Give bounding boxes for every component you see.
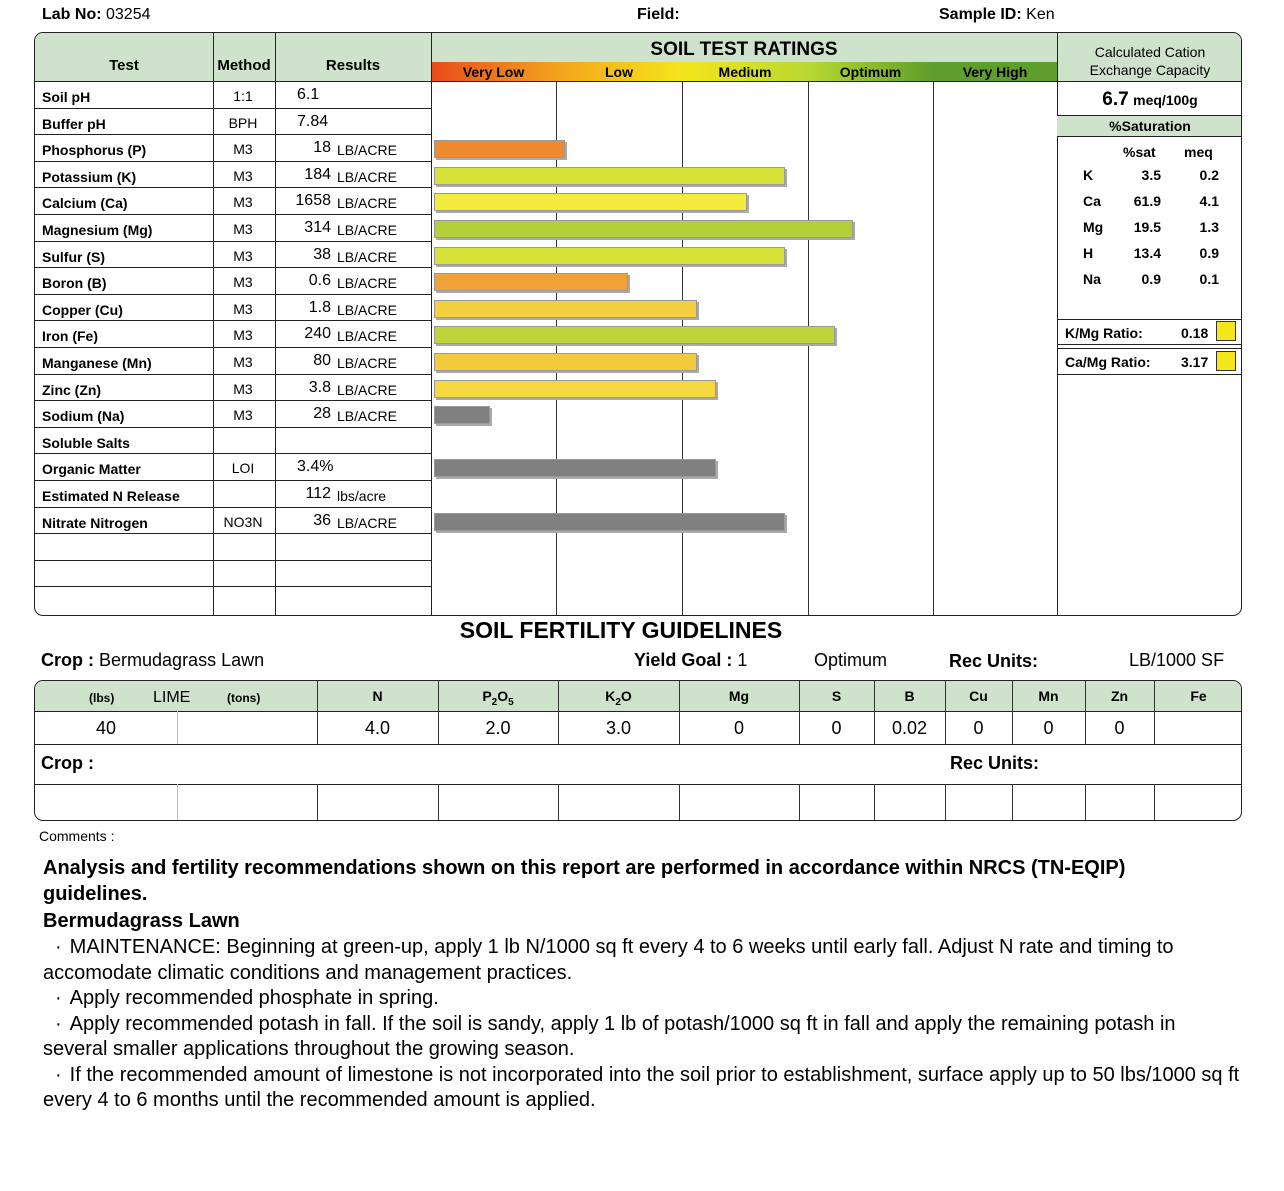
soil-test-ratings-table — [34, 32, 1242, 616]
row-divider — [35, 533, 431, 534]
row-divider — [35, 161, 431, 162]
rating-bar — [434, 273, 628, 291]
bullet-dot: · — [55, 1012, 62, 1035]
camg-bottom-line — [1057, 374, 1242, 375]
test-method: M3 — [233, 221, 253, 237]
rec-col-divider — [177, 711, 178, 744]
rec-col-divider — [1012, 784, 1013, 820]
col-sat-header: %sat — [1123, 144, 1156, 160]
k-mg-ratio-indicator — [1216, 321, 1236, 341]
rec-col-divider — [177, 784, 178, 820]
test-name: Buffer pH — [42, 115, 106, 132]
row-divider — [35, 134, 431, 135]
crop-value: Bermudagrass Lawn — [99, 650, 265, 670]
kmg-top-line — [1057, 319, 1242, 320]
col-meq-header: meq — [1184, 144, 1213, 160]
lab-no-label: Lab No: — [42, 6, 102, 23]
rec-col-Mn: Mn — [1038, 688, 1059, 704]
rating-gridline — [933, 81, 934, 615]
lime-tons-label: (tons) — [227, 691, 261, 705]
col-test-header: Test — [109, 57, 139, 74]
saturation-ion: Na — [1083, 271, 1101, 287]
rec-col-N: N — [372, 688, 383, 704]
comment-bullet — [43, 1063, 1243, 1114]
bullet-text: Apply recommended phosphate in spring. — [69, 987, 439, 1009]
cec-value-row — [1057, 89, 1242, 111]
saturation-meq: 4.1 — [1199, 193, 1219, 209]
rating-bar — [434, 353, 697, 371]
column-divider — [431, 33, 432, 615]
test-result-value: 38 — [313, 245, 331, 263]
comments-bullets — [43, 935, 1243, 1114]
test-result-unit: LB/ACRE — [337, 275, 397, 292]
test-result-value: 28 — [313, 405, 331, 423]
saturation-ion: H — [1083, 245, 1094, 261]
rating-gridline — [556, 81, 557, 615]
comments-label: Comments : — [39, 828, 115, 844]
row-divider — [35, 267, 431, 268]
rec-value-N: 4.0 — [364, 718, 391, 738]
row-divider — [35, 586, 431, 587]
rec-value-S: 0 — [831, 718, 842, 738]
rec-units-value: LB/1000 SF — [1129, 650, 1225, 670]
saturation-divider — [1057, 136, 1242, 137]
test-name: Boron (B) — [42, 275, 107, 292]
rating-bar — [434, 300, 697, 318]
comments-body — [43, 855, 1243, 1114]
test-name: Potassium (K) — [42, 168, 137, 185]
test-result-value: 36 — [313, 511, 331, 529]
row-divider — [35, 241, 431, 242]
saturation-percent: 3.5 — [1141, 167, 1161, 183]
saturation-meq: 0.9 — [1199, 245, 1219, 261]
test-result-unit: lbs/acre — [337, 488, 387, 504]
test-name: Soluble Salts — [42, 434, 130, 451]
test-result-unit: LB/ACRE — [337, 408, 397, 425]
test-result-value: 314 — [304, 219, 331, 236]
rating-bar — [434, 326, 835, 344]
rating-bar — [434, 140, 565, 158]
lime-label: LIME — [153, 689, 191, 706]
k-label: K — [605, 688, 616, 704]
test-name: Soil pH — [42, 89, 91, 105]
rec-col-B: B — [904, 688, 915, 704]
o-subscript: 5 — [508, 696, 514, 708]
comments-heading: Analysis and fertility recommendations shown on this report are performed in accordance within NRCS (TN-EQIP) guidelines. — [43, 857, 1126, 905]
rec-col-divider — [799, 784, 800, 820]
rec-value-P: 2.0 — [485, 718, 511, 738]
rec-row-divider — [35, 744, 1242, 745]
p-label: P — [482, 688, 492, 704]
test-name: Calcium (Ca) — [42, 195, 128, 212]
rec-value-K: 3.0 — [605, 718, 632, 738]
saturation-title: %Saturation — [1109, 118, 1191, 134]
test-method: 1:1 — [233, 88, 253, 104]
cec-unit: meq/100g — [1133, 92, 1198, 108]
kmg-bottom-line — [1057, 344, 1242, 345]
test-result-unit: LB/ACRE — [337, 248, 397, 265]
rec-col-Mg: Mg — [728, 688, 750, 704]
p-subscript: 2 — [491, 696, 498, 708]
saturation-meq: 0.1 — [1199, 271, 1219, 287]
yield-value: 1 — [737, 650, 748, 670]
row-divider — [35, 187, 431, 188]
rec-col-divider — [558, 784, 559, 820]
comment-bullet — [43, 1012, 1243, 1063]
rating-level-1: Low — [556, 62, 682, 81]
recommendation-table — [34, 680, 1242, 821]
comment-bullet — [43, 986, 1243, 1012]
yield-line — [634, 650, 747, 671]
guidelines-title: SOIL FERTILITY GUIDELINES — [459, 617, 783, 643]
rating-bar — [434, 193, 747, 211]
rec-value-Mg: 0 — [733, 718, 744, 738]
saturation-percent: 0.9 — [1141, 271, 1161, 287]
test-result-value: 0.6 — [308, 272, 331, 290]
test-result-value: 80 — [313, 352, 331, 369]
col-results-header: Results — [325, 57, 381, 74]
saturation-percent: 19.5 — [1133, 219, 1161, 235]
crop-line — [41, 650, 264, 671]
rec-value-Mn: 0 — [1043, 718, 1054, 738]
sample-id-value: Ken — [1026, 6, 1055, 23]
test-name: Estimated N Release — [42, 488, 180, 504]
rec-value-Zn: 0 — [1114, 718, 1125, 738]
k-mg-ratio-label: K/Mg Ratio: — [1065, 325, 1143, 341]
saturation-meq: 0.2 — [1199, 167, 1219, 183]
row-divider — [35, 507, 431, 508]
cec-title-line2: Exchange Capacity — [1089, 62, 1211, 78]
bullet-text: If the recommended amount of limestone is not incorporated into the soil prior to establishment, surface apply up to 50 lbs/1000 sq ft every 4 to 6 months until the recommended amount is applied. — [43, 1063, 1240, 1111]
test-name: Manganese (Mn) — [42, 355, 152, 371]
test-name: Zinc (Zn) — [42, 381, 102, 398]
test-result-value: 184 — [304, 165, 331, 183]
crop-label: Crop : — [41, 650, 94, 670]
rec-col-Zn: Zn — [1110, 688, 1129, 704]
rating-bar — [434, 380, 716, 398]
rec-col-divider — [679, 784, 680, 820]
rec-value-lime_lbs: 40 — [95, 718, 117, 738]
test-method: NO3N — [223, 513, 263, 530]
test-result-value: 3.4% — [297, 458, 334, 476]
rec-col-S: S — [831, 688, 842, 704]
rec-row-divider — [35, 711, 1242, 712]
rec-col-P2O5 — [438, 688, 558, 708]
rating-level-0: Very Low — [431, 62, 556, 81]
test-method: LOI — [231, 460, 255, 477]
row-divider — [35, 453, 431, 454]
test-name: Sulfur (S) — [42, 248, 105, 265]
test-method: M3 — [233, 354, 253, 370]
rating-gridline — [682, 81, 683, 615]
test-result-value: 18 — [313, 139, 331, 157]
test-name: Iron (Fe) — [42, 328, 98, 345]
rec-col-Fe: Fe — [1190, 688, 1207, 704]
rating-level-3: Optimum — [808, 62, 933, 81]
rating-bar — [434, 220, 853, 238]
o-label: O — [620, 688, 632, 704]
test-result-value: 112 — [305, 485, 331, 502]
rating-bar — [434, 167, 785, 185]
test-name: Nitrate Nitrogen — [42, 514, 148, 531]
rec-col-divider — [438, 784, 439, 820]
sample-id-label: Sample ID: — [939, 6, 1022, 23]
test-method: M3 — [233, 274, 253, 291]
row-divider — [35, 108, 431, 109]
ratings-title: SOIL TEST RATINGS — [650, 39, 838, 60]
test-name: Magnesium (Mg) — [42, 222, 153, 238]
camg-top-line — [1057, 348, 1242, 349]
row-divider — [35, 294, 431, 295]
test-name: Sodium (Na) — [42, 408, 125, 425]
lime-lbs-label: (lbs) — [89, 691, 115, 705]
sample-id — [939, 6, 1055, 24]
test-result-value: 240 — [304, 325, 331, 343]
k-mg-ratio-value: 0.18 — [1181, 325, 1209, 341]
bullet-dot: · — [55, 987, 62, 1009]
yield-rating: Optimum — [814, 650, 888, 670]
test-result-unit: LB/ACRE — [337, 195, 397, 212]
rec-col-divider — [945, 784, 946, 820]
row-divider — [35, 347, 431, 348]
row-divider — [35, 480, 431, 481]
bullet-text: Apply recommended potash in fall. If the soil is sandy, apply 1 lb of potash/1000 sq ft in fall and apply the remaining potash in several smaller applications throughout the growing season. — [43, 1012, 1176, 1060]
saturation-ion: Ca — [1083, 193, 1101, 209]
cec-title-line1: Calculated Cation — [1094, 44, 1206, 60]
rating-bar — [434, 459, 716, 477]
rec-units-label: Rec Units: — [949, 651, 1039, 671]
test-result-unit: LB/ACRE — [337, 355, 397, 371]
rec-col-divider — [317, 784, 318, 820]
saturation-percent: 13.4 — [1133, 245, 1161, 261]
saturation-ion: K — [1083, 167, 1094, 183]
rec-col-K2O — [558, 688, 679, 708]
test-method: M3 — [233, 247, 253, 264]
test-result-value: 3.8 — [308, 378, 331, 396]
rec-value-Cu: 0 — [973, 718, 984, 738]
rating-level-2: Medium — [682, 62, 808, 81]
row-divider — [35, 400, 431, 401]
col-method-header: Method — [217, 57, 271, 74]
lab-no-value: 03254 — [106, 6, 151, 23]
rating-levels — [431, 62, 1057, 81]
ca-mg-ratio-value: 3.17 — [1181, 354, 1209, 370]
k-subscript: 2 — [615, 696, 621, 708]
saturation-meq: 1.3 — [1199, 219, 1219, 235]
header-divider — [35, 81, 1242, 82]
bullet-dot: · — [55, 1063, 62, 1086]
rec-col-divider — [1154, 784, 1155, 820]
test-method: M3 — [233, 407, 253, 424]
rec-row-divider — [35, 784, 1242, 785]
test-method: M3 — [233, 300, 253, 317]
row-divider — [35, 427, 431, 428]
rating-level-4: Very High — [933, 62, 1057, 81]
test-result-unit: LB/ACRE — [337, 168, 397, 185]
row-divider — [35, 320, 431, 321]
test-method: BPH — [228, 114, 258, 131]
test-name: Organic Matter — [42, 461, 141, 478]
test-method: M3 — [233, 380, 253, 397]
test-result-unit: LB/ACRE — [337, 222, 397, 238]
row-divider — [35, 214, 431, 215]
rec-col-Cu: Cu — [969, 688, 988, 704]
saturation-percent: 61.9 — [1133, 193, 1161, 209]
test-name: Copper (Cu) — [42, 301, 123, 318]
o-label: O — [497, 688, 509, 704]
row-divider — [35, 374, 431, 375]
ca-mg-ratio-label: Ca/Mg Ratio: — [1065, 354, 1151, 370]
rating-bar — [434, 513, 785, 531]
test-result-value: 7.84 — [297, 112, 329, 130]
lab-no — [42, 6, 151, 24]
test-result-value: 1.8 — [308, 298, 331, 316]
row-divider — [35, 560, 431, 561]
saturation-ion: Mg — [1083, 219, 1104, 235]
test-method: M3 — [233, 167, 253, 184]
bullet-dot: · — [55, 936, 62, 958]
test-result-unit: LB/ACRE — [337, 381, 397, 398]
test-result-unit: LB/ACRE — [337, 328, 397, 345]
test-result-unit: LB/ACRE — [337, 301, 397, 318]
comment-bullet — [43, 935, 1243, 986]
comments-crop-heading: Bermudagrass Lawn — [43, 910, 240, 932]
yield-label: Yield Goal : — [634, 650, 733, 670]
test-method: M3 — [233, 194, 253, 211]
test-result-unit: LB/ACRE — [337, 142, 397, 159]
rating-bar — [434, 247, 785, 265]
bullet-text: MAINTENANCE: Beginning at green-up, apply 1 lb N/1000 sq ft every 4 to 6 weeks until early fall. Adjust N rate and timing to accomodate climatic conditions and management practices. — [43, 936, 1174, 984]
ca-mg-ratio-indicator — [1216, 351, 1236, 371]
rating-bar — [434, 406, 490, 424]
rec-col-divider — [1085, 784, 1086, 820]
cec-value: 6.7 — [1102, 89, 1129, 110]
rating-gridline — [808, 81, 809, 615]
rec-value-B: 0.02 — [891, 718, 928, 738]
rec-col-divider — [874, 784, 875, 820]
test-result-value: 6.1 — [297, 86, 320, 103]
crop2-label: Crop : — [41, 753, 94, 773]
test-method: M3 — [233, 141, 253, 158]
field-label: Field: — [637, 6, 680, 23]
test-name: Phosphorus (P) — [42, 142, 147, 159]
test-result-unit: LB/ACRE — [337, 514, 397, 531]
cec-title — [1057, 43, 1242, 79]
rec-units2-label: Rec Units: — [950, 753, 1040, 773]
test-method: M3 — [233, 327, 253, 344]
test-result-value: 1658 — [295, 192, 331, 210]
